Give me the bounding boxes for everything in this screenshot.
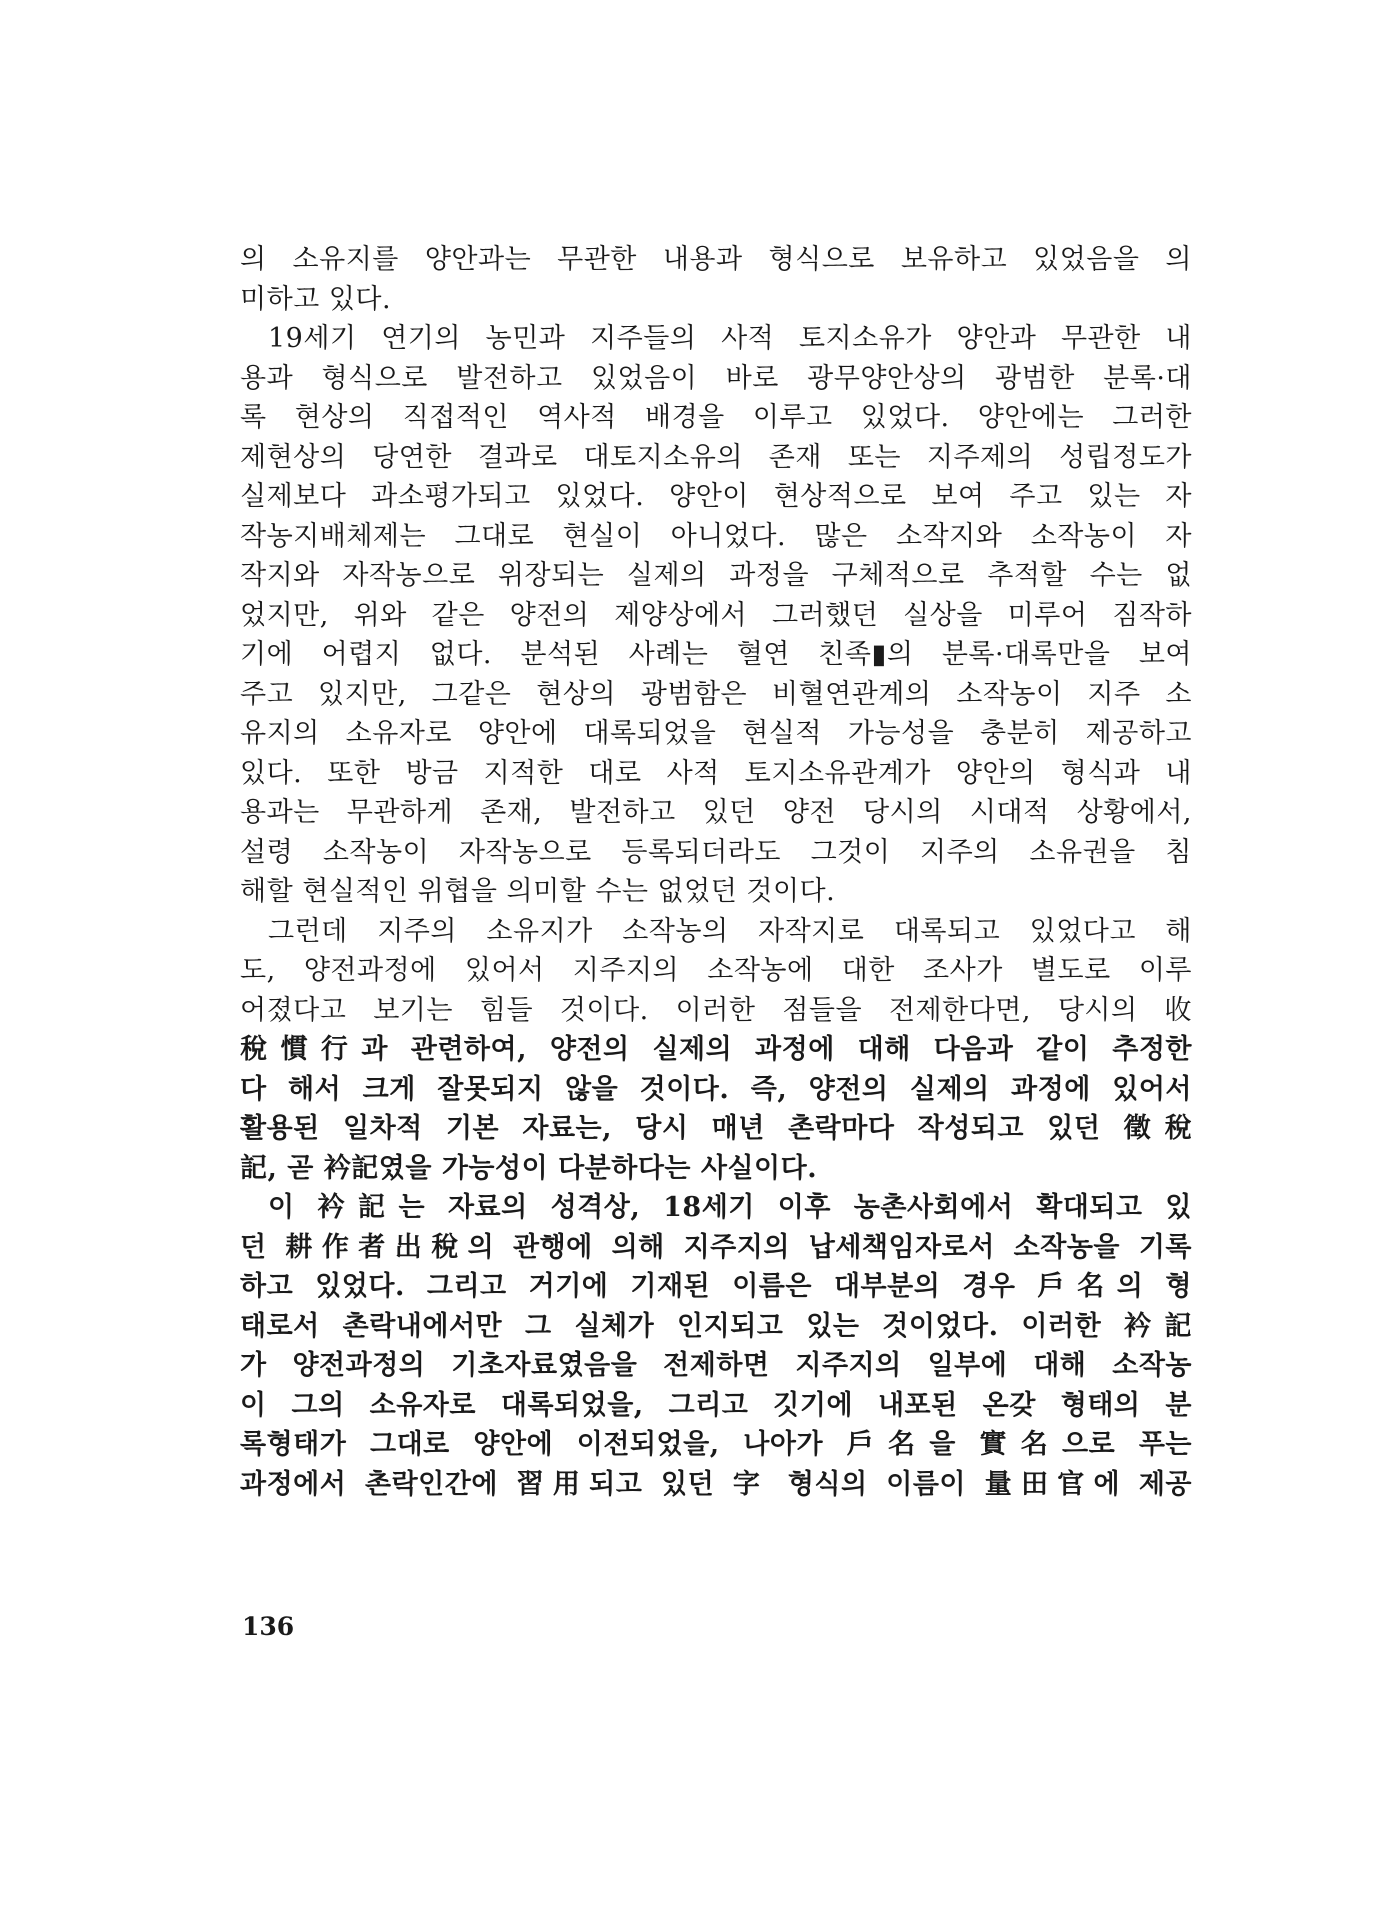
text-line: 활용된 일차적 기본 자료는, 당시 매년 촌락마다 작성되고 있던 徵稅 xyxy=(240,1113,1192,1144)
text-line: 기에 어렵지 없다. 분석된 사례는 혈연 친족▮의 분록·대록만을 보여 xyxy=(240,639,1192,670)
text-line: 다 해서 크게 잘못되지 않을 것이다. 즉, 양전의 실제의 과정에 있어서 xyxy=(240,1073,1192,1105)
text-line: 용과 형식으로 발전하고 있었음이 바로 광무양안상의 광범한 분록·대 xyxy=(240,362,1192,394)
text-line: 유지의 소유자로 양안에 대록되었을 현실적 가능성을 충분히 제공하고 xyxy=(240,718,1192,749)
text-line: 실제보다 과소평가되고 있었다. 양안이 현상적으로 보여 주고 있는 자 xyxy=(240,481,1192,512)
page-number: 136 xyxy=(242,1612,295,1641)
text-line: 해할 현실적인 위협을 의미할 수는 없었던 것이다. xyxy=(240,876,836,907)
text-line: 록 현상의 직접적인 역사적 배경을 이루고 있었다. 양안에는 그러한 xyxy=(240,402,1192,433)
text-line: 19세기 연기의 농민과 지주들의 사적 토지소유가 양안과 무관한 내 xyxy=(268,323,1192,354)
text-line: 記, 곧 衿記였을 가능성이 다분하다는 사실이다. xyxy=(240,1152,818,1184)
text-line: 작농지배체제는 그대로 현실이 아니었다. 많은 소작지와 소작농이 자 xyxy=(240,520,1192,552)
text-line: 그런데 지주의 소유지가 소작농의 자작지로 대록되고 있었다고 해 xyxy=(268,915,1192,947)
text-line: 던 耕作者出稅의 관행에 의해 지주지의 납세책임자로서 소작농을 기록 xyxy=(240,1231,1192,1263)
text-line: 작지와 자작농으로 위장되는 실제의 과정을 구체적으로 추적할 수는 없 xyxy=(240,560,1192,591)
text-line: 용과는 무관하게 존재, 발전하고 있던 양전 당시의 시대적 상황에서, xyxy=(240,797,1192,828)
text-line: 하고 있었다. 그리고 거기에 기재된 이름은 대부분의 경우 戶名의 형 xyxy=(240,1271,1192,1302)
text-line: 의 소유지를 양안과는 무관한 내용과 형식으로 보유하고 있었음을 의 xyxy=(240,244,1192,275)
text-line: 태로서 촌락내에서만 그 실체가 인지되고 있는 것이었다. 이러한 衿記 xyxy=(240,1310,1192,1342)
text-line: 이 衿記는 자료의 성격상, 18세기 이후 농촌사회에서 확대되고 있 xyxy=(268,1192,1192,1223)
text-line: 있다. 또한 방금 지적한 대로 사적 토지소유관계가 양안의 형식과 내 xyxy=(240,757,1192,789)
text-line: 록형태가 그대로 양안에 이전되었을, 나아가 戶名을 實名으로 푸는 xyxy=(240,1429,1192,1460)
text-line: 제현상의 당연한 결과로 대토지소유의 존재 또는 지주제의 성립정도가 xyxy=(240,441,1192,473)
text-line: 稅慣行과 관련하여, 양전의 실제의 과정에 대해 다음과 같이 추정한 xyxy=(240,1034,1192,1065)
text-line: 도, 양전과정에 있어서 지주지의 소작농에 대한 조사가 별도로 이루 xyxy=(240,955,1192,986)
text-line: 이 그의 소유자로 대록되었을, 그리고 깃기에 내포된 온갖 형태의 분 xyxy=(240,1389,1192,1421)
text-line: 주고 있지만, 그같은 현상의 광범함은 비혈연관계의 소작농이 지주 소 xyxy=(240,678,1192,710)
text-line: 어졌다고 보기는 힘들 것이다. 이러한 점들을 전제한다면, 당시의 收 xyxy=(240,994,1192,1026)
text-line: 가 양전과정의 기초자료였음을 전제하면 지주지의 일부에 대해 소작농 xyxy=(240,1350,1192,1381)
text-line: 미하고 있다. xyxy=(240,283,392,315)
body-text xyxy=(240,240,1192,1504)
text-line: 설령 소작농이 자작농으로 등록되더라도 그것이 지주의 소유권을 침 xyxy=(240,836,1192,868)
text-line: 었지만, 위와 같은 양전의 제양상에서 그러했던 실상을 미루어 짐작하 xyxy=(240,599,1192,631)
text-line: 과정에서 촌락인간에 習用되고 있던 字 형식의 이름이 量田官에 제공 xyxy=(240,1468,1192,1500)
